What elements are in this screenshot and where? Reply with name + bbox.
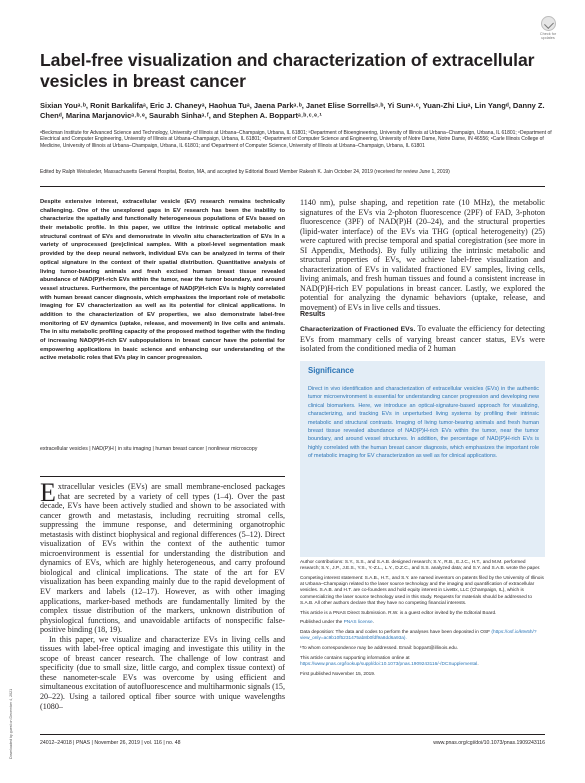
author-contributions: Author contributions: S.Y., S.S., and S.A.B. designed research; S.Y., R.B., E.J.C., H.T., and M.M. performed research; S.Y., J.P., J.E.S., Y.S., Y.-Z.L., L.Y., D.Z.C., and S.S. analyzed data; and S.Y. and S.A.B. wrote the paper. xyxy=(300,560,541,572)
footer-doi[interactable]: www.pnas.org/cgi/doi/10.1073/pnas.1909243116 xyxy=(433,740,545,746)
introduction xyxy=(40,478,285,711)
supporting-info-link[interactable]: https://www.pnas.org/lookup/suppl/doi:10.1073/pnas.1909243116/-/DCSupplemental xyxy=(300,662,478,668)
intro-paragraph-2: In this paper, we visualize and characterize EVs in living cells and tissues with label-free optical imaging and investigate this utility in the scope of breast cancer research. The challenge of low contrast and specificity (due to small size, little cargo, and complex tissue context) of these nanometer-scale EVs was overcome by using efficient and simultaneous excitation of autofluorescence and multiharmonic signals (15, 20–22). Using a tailored optical fiber source with unique wavelengths (1080– xyxy=(40,634,285,711)
competing-interests: Competing interest statement: S.A.B., H.T., and S.Y. are named inventors on patents filed by the University of Illinois at Urbana–Champaign related to the laser source technology and the imaging and quantification of extracellular vesicles. S.A.B. and H.T. are co-founders and hold equity interest in LiveBx, LLC (Champaign, IL), which is commercializing the laser source technology used in this study. Requests for materials should be addressed to S.A.B. All other authors declare that they have no competing financial interests. xyxy=(300,576,544,606)
drop-cap: E xyxy=(40,478,56,507)
results-subheading: Characterization of Fractioned EVs. xyxy=(300,326,416,333)
direct-submission-note: This article is a PNAS Direct Submission. R.W. is a guest editor invited by the Editorial Board. xyxy=(300,610,497,616)
supporting-info-note xyxy=(300,656,545,668)
author-list: Sixian Youᵃ˒ᵇ, Ronit Barkalifaᵃ, Eric J. Chaneyᵃ, Haohua Tuᵃ, Jaena Parkᵃ˒ᵇ, Janet Elise Sorrellsᵃ˒ᵇ, Yi Sunᵃ˒ᶜ, Yuan-Zhi Liuᵃ, Lin Yangᵈ, Danny Z. Chenᵈ, Marina Marjanovicᵃ˒ᵇ˒ᵉ, Saurabh Sinhaᵃ˒ᶠ, and Stephen A. Boppartᵃ˒ᵇ˒ᶜ˒ᵉ˒¹ xyxy=(40,101,545,121)
download-note-text: Downloaded by guest on December 4, 2021 xyxy=(9,688,13,759)
keywords: extracellular vesicles | NAD(P)H | in situ imaging | human breast cancer | nonlinear microscopy xyxy=(40,446,258,452)
article-title: Label-free visualization and characterization of extracellular vesicles in breast cancer xyxy=(40,50,535,91)
results-heading: Results xyxy=(300,311,326,318)
license-prefix: Published under the xyxy=(300,620,344,626)
intro-paragraph-1-text: xtracellular vesicles (EVs) are small membrane-enclosed packages that are secreted by a variety of cell types (1–4). Over the past decade, EVs have been actively studied and shown to be associated with cancer growth and metastasis, including recruiting stromal cells, suppressing the immune response, and determining organotrophic metastasis with distinct biophysical and regional differences (5–12). Direct visualization of EVs within the context of the authentic tumor microenvironment is essential for understanding the distribution and dynamics of EVs, which are highly heterogeneous, and carry profound biological and clinical implications. The state of the art for EV visualization has been expanding mainly due to the rapid development of EV markers and labels (12–17). However, as with other imaging applications, marker-based methods are fundamentally limited by the complex tissue distribution of the markers, unknown distribution of physiological functions, and unavoidable artifacts of nonspecific false-positive binding (18, 19). xyxy=(40,482,285,635)
supporting-suffix: . xyxy=(477,662,479,668)
data-deposition xyxy=(300,630,545,642)
results-section xyxy=(300,324,545,354)
license-note xyxy=(300,620,545,626)
download-note xyxy=(3,625,11,765)
article-notes xyxy=(300,560,545,682)
intro-paragraph-1 xyxy=(40,478,285,635)
footer-citation: 24012–24018 | PNAS | November 26, 2019 | vol. 116 | no. 48 xyxy=(40,740,181,746)
page-footer xyxy=(40,740,545,746)
editorial-note: Edited by Ralph Weissleder, Massachusetts General Hospital, Boston, MA, and accepted by Editorial Board Member Rakesh K. Jain October 24, 2019 (received for review June 1, 2019) xyxy=(40,169,450,175)
data-deposition-text: Data deposition: The data and codes to perform the analyses have been deposited in OSF xyxy=(300,630,491,636)
results-text: To evaluate the efficiency for detecting EVs from mammary cells of varying breast cancer status, EVs were isolated from the conditioned media of 2 human xyxy=(300,324,545,354)
check-for-updates-badge[interactable] xyxy=(535,16,561,42)
update-check-icon xyxy=(541,16,556,31)
pnas-license-link[interactable]: PNAS license xyxy=(343,620,373,626)
intro-continued: 1140 nm), pulse shaping, and repetition rate (10 MHz), the metabolic signatures of the EVs via 2-photon fluorescence (2PF) of FAD, 3-photon fluorescence (3PF) of NAD(P)H (20–24), and the structural properties (lipid-water interface) of the EVs via THG (optical heterogeneity) (25) were captured with precise temporal and spatial coregistration (see more in SI Appendix, Methods). By fully utilizing the intrinsic metabolic and structural properties of EVs, we achieve label-free visualization and characterization of EVs in validated fractioned EV samples, living cells, living animals, and fresh human tissues and found a consistent increase in NAD(P)H-rich EV populations in breast cancer. Lastly, we explored the potential for analyzing the dynamic behaviors (uptake, release, and movement) of EVs in live cells and tissues. xyxy=(300,198,545,313)
correspondence-note: ¹To whom correspondence may be addressed. Email: boppart@illinois.edu. xyxy=(300,646,458,652)
osf-link[interactable]: (https://osf.io/k9v5h/?view_only=ac9b10f5231475ab8b0fdf9a8dd6a93a). xyxy=(300,630,537,642)
first-published-note: First published November 15, 2019. xyxy=(300,672,376,677)
keywords-divider xyxy=(40,476,285,477)
abstract: Despite extensive interest, extracellular vesicle (EV) research remains technically challenging. One of the unexplored gaps in EV research has been the inability to characterize the spatially and functionally heterogeneous populations of EVs based on their metabolic profile. In this paper, we utilize the intrinsic optical metabolic and structural contrast of EVs and demonstrate in vivo/in situ characterization of EVs in a variety of unprocessed (pre)clinical samples. With a pixel-level segmentation mask provided by the deep neural network, individual EVs can be analyzed in terms of their optical signature in the context of their spatial distribution. Quantitative analysis of living tumor-bearing animals and fresh excised human breast tissue revealed abundance of NAD(P)H-rich EVs within the tumor, near the tumor boundary, and around vessel structures. Furthermore, the percentage of NAD(P)H-rich EVs is highly correlated with human breast cancer diagnosis, which emphasizes the important role of metabolic imaging for EV characterization as well as its potential for clinical applications. In addition to the characterization of EV properties, we also demonstrate label-free monitoring of EV dynamics (uptake, release, and movement) in live cells and animals. The in situ metabolic profiling capacity of the proposed method together with the finding of increasing NAD(P)H-rich EV subpopulations in breast cancer have the potential for empowering applications in basic science and enhancing our understanding of the active metabolic roles that EVs play in cancer progression. xyxy=(40,199,285,362)
significance-heading: Significance xyxy=(308,366,354,375)
check-for-updates-label: Check for updates xyxy=(539,32,557,41)
license-suffix: . xyxy=(372,620,374,626)
header-divider xyxy=(40,186,545,187)
significance-text: Direct in vivo identification and characterization of extracellular vesicles (EVs) in the authentic tumor microenvironment is essential for understanding cancer progression and developing new clinical biomarkers. Here, we introduce an optical-signature-based approach for visualizing, characterizing, and tracking EVs in unperturbed living systems by profiling their intrinsic metabolic and structural contrasts. Imaging of living tumor-bearing animals and fresh human breast tissue revealed abundance of NAD(P)H-rich EVs within the tumor, near the tumor boundary, and around vessel structures. In addition, the percentage of NAD(P)H-rich EVs is highly correlated with the human breast cancer diagnosis, which emphasizes the important role of metabolic imaging for EV characterization as well as for clinical applications. xyxy=(308,386,539,459)
supporting-prefix: This article contains supporting information online at xyxy=(300,656,410,661)
affiliations: ᵃBeckman Institute for Advanced Science and Technology, University of Illinois at Urbana–Champaign, Urbana, IL 61801; ᵇDepartment of Bioengineering, University of Illinois at Urbana–Champaign, Urbana, IL 61801; ᶜDepartment of Electrical and Computer Engineering, University of Illinois at Urbana–Champaign, Urbana, IL 61801; ᵈDepartment of Computer Science and Engineering, University of Notre Dame, Notre Dame, IN 46556; ᵉCarle Illinois College of Medicine, University of Illinois at Urbana–Champaign, Urbana, IL 61801; and ᶠDepartment of Computer Science, University of Illinois at Urbana–Champaign, Urbana, IL 61801 xyxy=(40,130,552,149)
footer-divider xyxy=(40,734,545,735)
